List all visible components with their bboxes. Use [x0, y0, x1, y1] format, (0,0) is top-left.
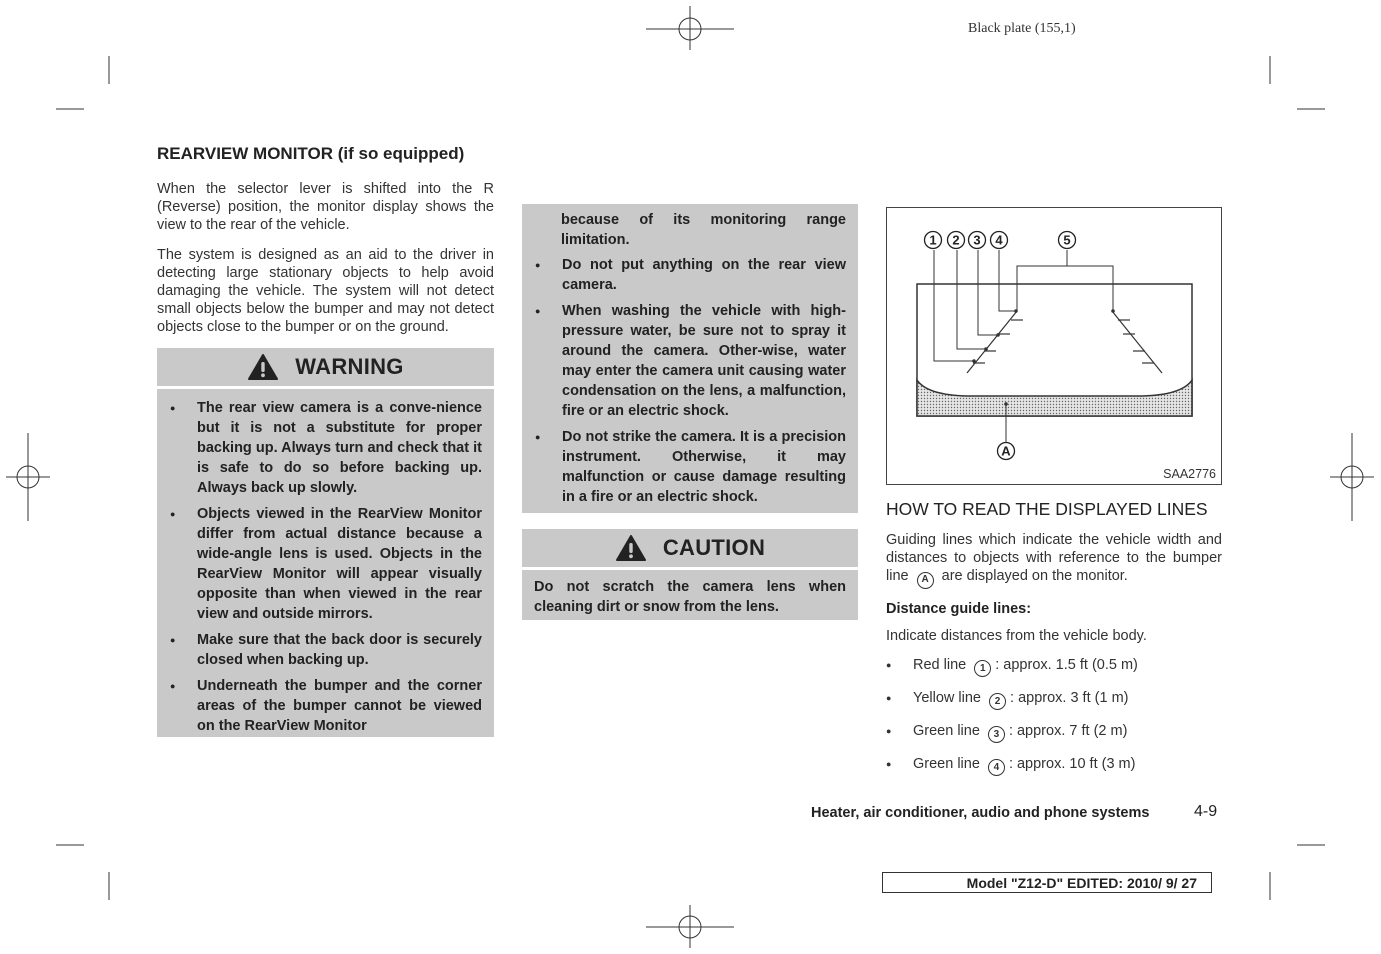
- warning-continuation: because of its monitoring range limitation.: [561, 212, 846, 248]
- monitor-illustration: [887, 208, 1221, 484]
- column-right: [886, 207, 1222, 788]
- list-item: ● Green line 3 : approx. 7 ft (2 m): [886, 722, 1222, 744]
- caution-body: [522, 570, 858, 620]
- warning-item: ● Do not strike the camera. It is a precision instrument. Otherwise, it may malfunction or cause damage resulting in a fire or an electric shock.: [534, 427, 846, 507]
- marker-a: A: [917, 572, 934, 589]
- callout-4: 4: [995, 232, 1003, 248]
- figure-code: SAA2776: [1163, 467, 1216, 481]
- caution-triangle-icon: [615, 534, 647, 562]
- caution-text: Do not scratch the camera lens when cleaning dirt or snow from the lens.: [534, 579, 846, 615]
- warning-item: ● Objects viewed in the RearView Monitor differ from actual distance because a wide-angle lens is used. Objects in the RearView Monitor will appear visually opposite than when viewed in the rear view and outside mirrors.: [169, 504, 482, 624]
- warning-item: ● Underneath the bumper and the corner areas of the bumper cannot be viewed on the RearView Monitor: [169, 676, 482, 736]
- monitor-diagram: [886, 207, 1222, 485]
- plate-label: Black plate (155,1): [968, 21, 1076, 36]
- distance-list: [886, 656, 1222, 777]
- guide-paragraph: Guiding lines which indicate the vehicle width and distances to objects with reference to the bumper line A are displayed on the monitor.: [886, 531, 1222, 589]
- warning-item: ● Do not put anything on the rear view camera.: [534, 255, 846, 295]
- callout-3: 3: [973, 232, 981, 248]
- distance-paragraph: Indicate distances from the vehicle body.: [886, 627, 1147, 644]
- column-left: [157, 144, 494, 737]
- warning-item: ● Make sure that the back door is securely closed when backing up.: [169, 630, 482, 670]
- page-number: 4-9: [1194, 803, 1218, 820]
- subsection-title: HOW TO READ THE DISPLAYED LINES: [886, 499, 1208, 519]
- warning-item: ● When washing the vehicle with high-pressure water, be sure not to spray it around the camera. Other-wise, water may enter the camera unit causing water condensation on the lens, a malfunction, fire or an electric shock.: [534, 301, 846, 421]
- callout-5: 5: [1063, 232, 1071, 248]
- callout-a: A: [1001, 443, 1011, 459]
- distance-heading: Distance guide lines:: [886, 600, 1032, 617]
- list-item: ● Red line 1 : approx. 1.5 ft (0.5 m): [886, 656, 1222, 678]
- section-title: REARVIEW MONITOR (if so equipped): [157, 144, 465, 163]
- footer-section-title: Heater, air conditioner, audio and phone systems: [811, 805, 1150, 821]
- model-edit-box: Model "Z12-D" EDITED: 2010/ 9/ 27: [882, 872, 1212, 893]
- warning-body-continued: [522, 204, 858, 513]
- column-middle: [522, 204, 858, 620]
- warning-triangle-icon: [247, 353, 279, 381]
- warning-header: [157, 348, 494, 386]
- warning-label: WARNING: [295, 354, 404, 379]
- intro-paragraph: When the selector lever is shifted into the R (Reverse) position, the monitor display shows the view to the rear of the vehicle.: [157, 181, 494, 233]
- list-item: ● Green line 4 : approx. 10 ft (3 m): [886, 755, 1222, 777]
- warning-body: [157, 389, 494, 737]
- callout-2: 2: [952, 232, 960, 248]
- warning-item: ● The rear view camera is a conve-nience but it is not a substitute for proper backing up. Always turn and check that it is safe to do so before backing up. Always back up slowly.: [169, 398, 482, 498]
- callout-1: 1: [929, 232, 937, 248]
- caution-header: [522, 529, 858, 567]
- list-item: ● Yellow line 2 : approx. 3 ft (1 m): [886, 689, 1222, 711]
- caution-label: CAUTION: [662, 535, 766, 560]
- system-paragraph: The system is designed as an aid to the driver in detecting large stationary objects to help avoid damaging the vehicle. The system will not detect small objects below the bumper and may not detect objects close to the bumper or on the ground.: [157, 247, 494, 335]
